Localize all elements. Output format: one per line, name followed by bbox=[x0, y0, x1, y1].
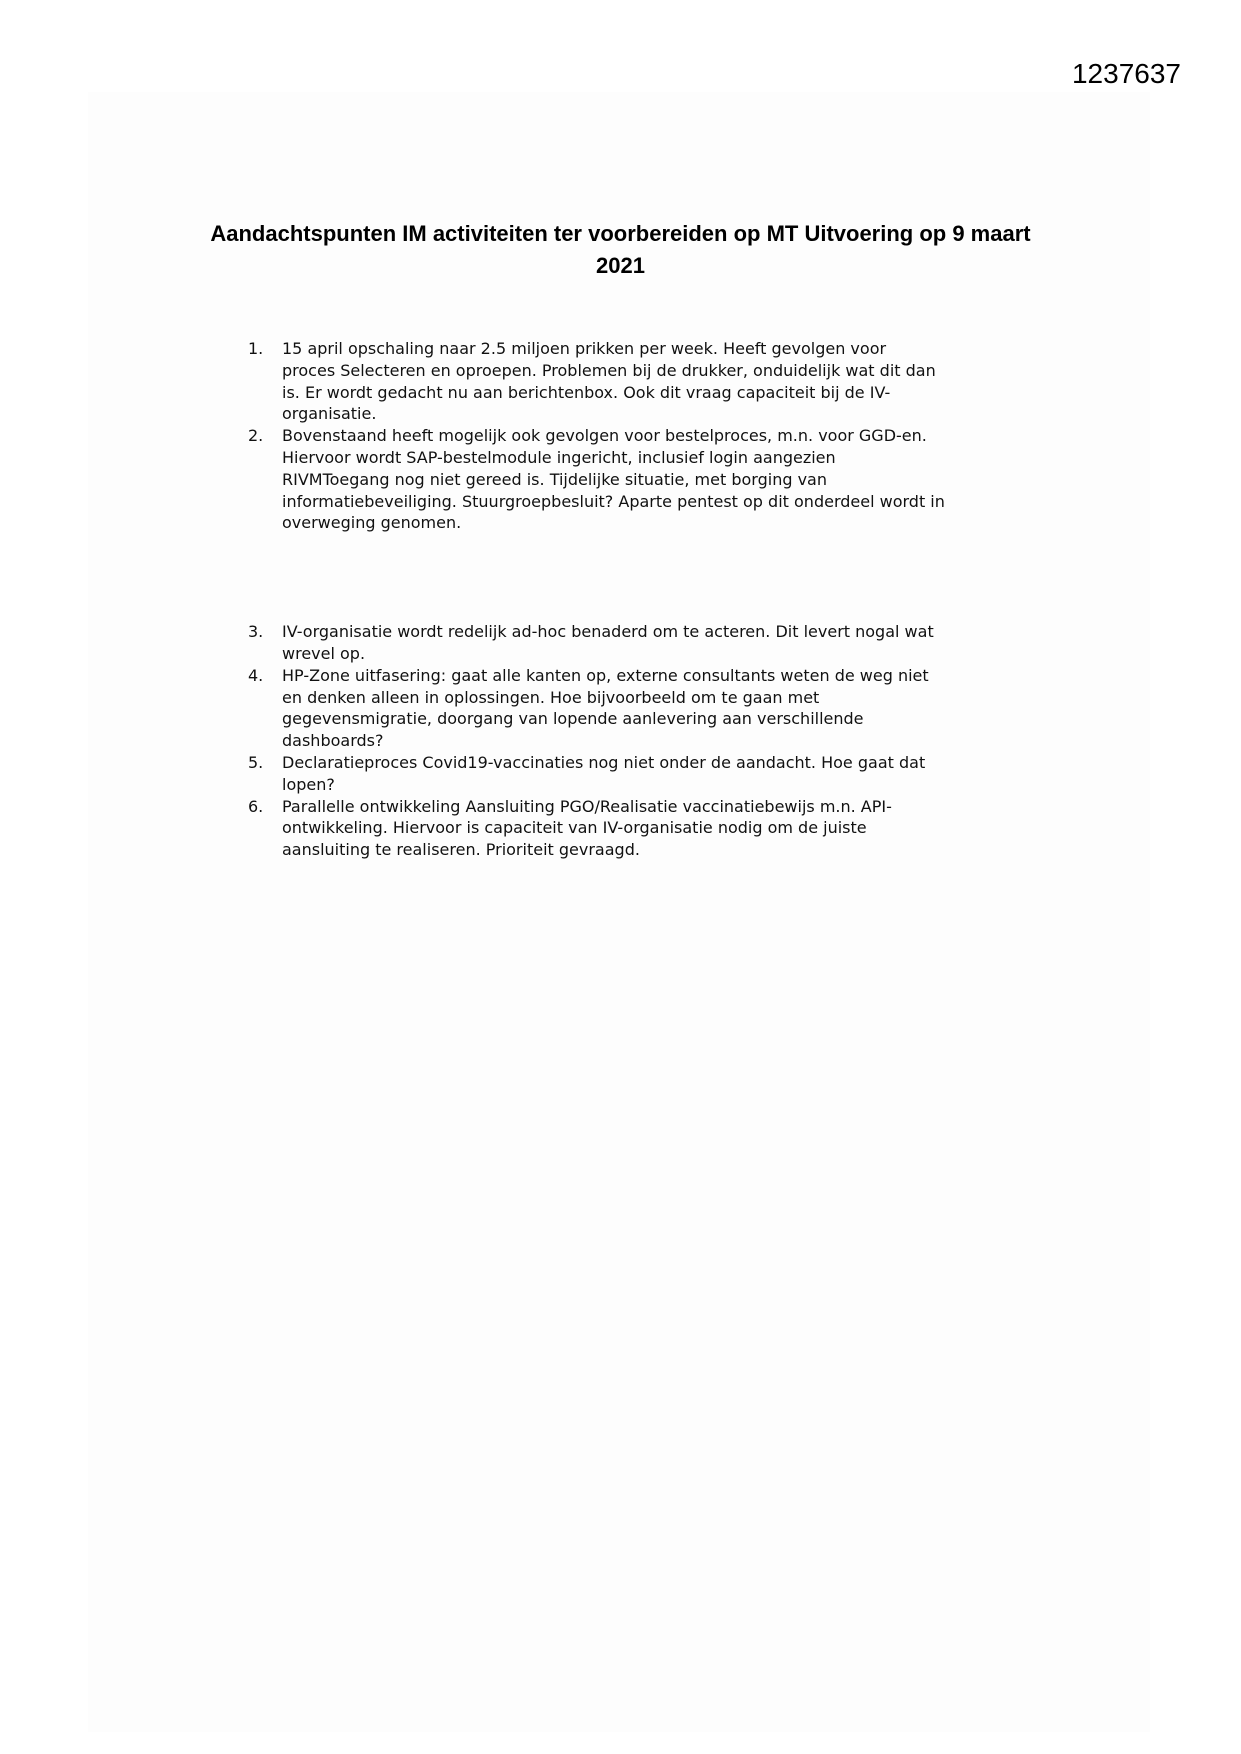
list-number: 1. bbox=[248, 339, 264, 358]
list-number: 6. bbox=[248, 796, 264, 816]
text-line: ontwikkeling. Hiervoor is capaciteit van IV-organisatie nodig om de juiste bbox=[282, 818, 867, 838]
text-line: wrevel op. bbox=[282, 643, 366, 663]
document-id: 1237637 bbox=[1071, 58, 1181, 89]
list-item bbox=[248, 752, 1048, 796]
list-item-text bbox=[282, 796, 892, 861]
numbered-list bbox=[248, 338, 1048, 861]
list-number: 5. bbox=[248, 752, 264, 772]
list-item-text bbox=[282, 665, 929, 752]
text-line: IV-organisatie wordt redelijk ad-hoc benaderd om te acteren. Dit levert nogal wat bbox=[282, 622, 934, 642]
text-line: aansluiting te realiseren. Prioriteit gevraagd. bbox=[282, 840, 640, 860]
list-item bbox=[248, 665, 1048, 752]
list-item-text bbox=[282, 752, 925, 796]
text-line: RIVMToegang nog niet gereed is. Tijdelijke situatie, met borging van bbox=[282, 469, 827, 489]
text-line: informatiebeveiliging. Stuurgroepbesluit? Aparte pentest op dit onderdeel wordt in bbox=[282, 491, 945, 511]
text-line: is. Er wordt gedacht nu aan berichtenbox. Ook dit vraag capaciteit bij de IV- bbox=[282, 382, 891, 402]
text-line: Declaratieproces Covid19-vaccinaties nog niet onder de aandacht. Hoe gaat dat bbox=[282, 752, 926, 772]
list-item bbox=[248, 621, 1048, 665]
list-item-text bbox=[282, 338, 936, 425]
text-line: overweging genomen. bbox=[282, 513, 462, 533]
text-line: Hiervoor wordt SAP-bestelmodule ingericht, inclusief login aangezien bbox=[282, 447, 836, 467]
document-title: Aandachtspunten IM activiteiten ter voorbereiden op MT Uitvoering op 9 maart 2021 bbox=[210, 221, 1031, 278]
text-line: 15 april opschaling naar 2.5 miljoen prikken per week. Heeft gevolgen voor bbox=[282, 339, 887, 358]
text-line: HP-Zone uitfasering: gaat alle kanten op, externe consultants weten de weg niet bbox=[282, 665, 929, 685]
text-line: proces Selecteren en oproepen. Problemen bij de drukker, onduidelijk wat dit dan bbox=[282, 360, 936, 380]
text-line: organisatie. bbox=[282, 404, 377, 424]
text-line: Parallelle ontwikkeling Aansluiting PGO/Realisatie vaccinatiebewijs m.n. API- bbox=[282, 796, 892, 816]
list-number: 2. bbox=[248, 426, 264, 446]
list-item bbox=[248, 338, 1048, 425]
list-number: 3. bbox=[248, 622, 264, 642]
spacer bbox=[248, 534, 1048, 621]
text-line: gegevensmigratie, doorgang van lopende aanlevering aan verschillende bbox=[282, 709, 864, 729]
list-item-text bbox=[282, 425, 945, 534]
text-line: en denken alleen in oplossingen. Hoe bijvoorbeeld om te gaan met bbox=[282, 687, 820, 707]
list-number: 4. bbox=[248, 665, 264, 685]
text-line: lopen? bbox=[282, 774, 335, 794]
list-item bbox=[248, 796, 1048, 861]
list-item-text bbox=[282, 621, 934, 665]
list-item bbox=[248, 425, 1048, 534]
text-line: dashboards? bbox=[282, 731, 384, 751]
text-line: Bovenstaand heeft mogelijk ook gevolgen voor bestelproces, m.n. voor GGD-en. bbox=[282, 426, 927, 446]
